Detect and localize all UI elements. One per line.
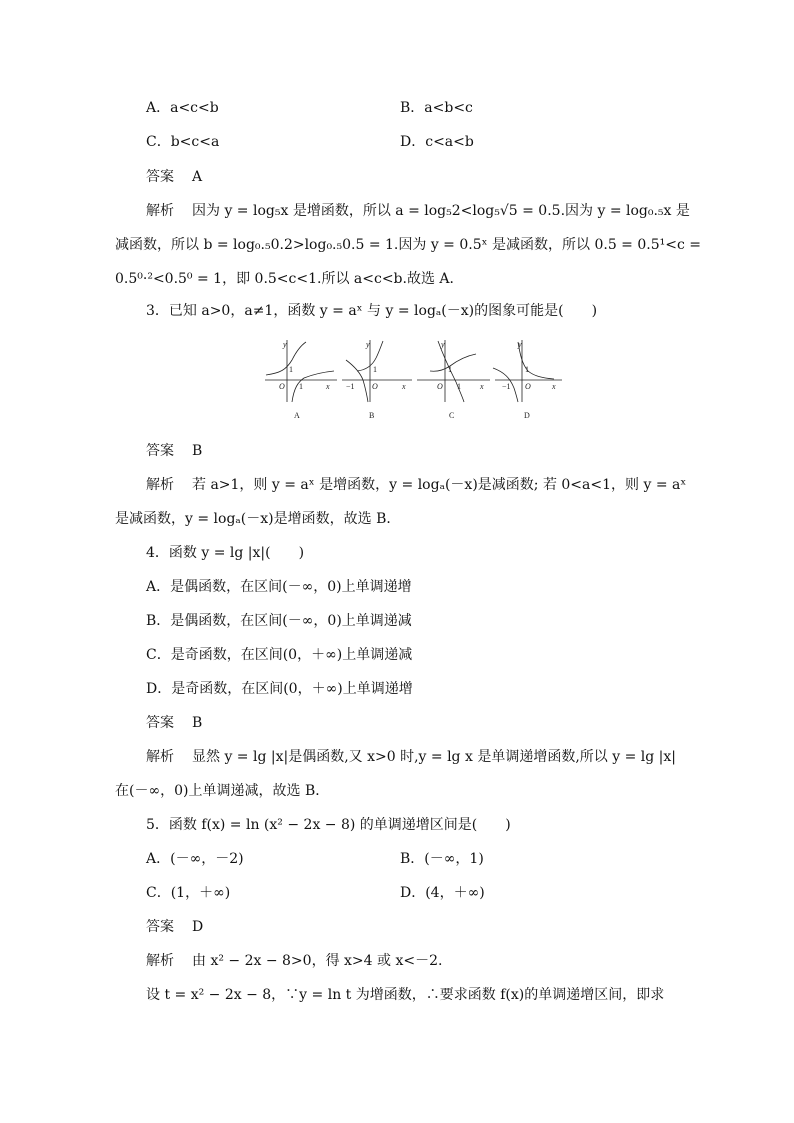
graph-a-caption: A	[294, 411, 300, 420]
q2-option-a: A．a<c<b	[146, 100, 219, 116]
analysis-text: 因为 y = log₅x 是增函数，所以 a = log₅2<log₅√5 = 0.5.因为 y = log₀.₅x 是	[192, 203, 690, 219]
q5-stem: 5．函数 f(x) = ln (x² − 2x − 8) 的单调递增区间是( )	[146, 817, 511, 833]
graph-a	[265, 340, 337, 402]
graph-a-x-label: x	[326, 382, 330, 391]
answer-label: 答案	[146, 919, 174, 935]
answer-label: 答案	[146, 443, 174, 459]
q4-option-a: A．是偶函数，在区间(－∞，0)上单调递增	[146, 579, 412, 595]
graph-c-caption: C	[449, 411, 455, 420]
q3-answer	[146, 441, 202, 461]
q3-graphs-svg	[262, 338, 562, 422]
graph-b-x-label: x	[402, 382, 406, 391]
q4-stem: 4．函数 y = lg |x|( )	[146, 545, 305, 561]
graph-a-y-label: y	[283, 340, 287, 349]
q5-answer	[146, 917, 203, 937]
graph-b-one-y: 1	[373, 365, 377, 374]
graph-c-y-label: y	[441, 340, 445, 349]
q4-option-d: D．是奇函数，在区间(0，＋∞)上单调递增	[146, 681, 413, 697]
q4-analysis-line-2: 在(－∞，0)上单调递减，故选 B．	[115, 783, 330, 799]
q4-answer	[146, 713, 202, 733]
q2-option-d: D．c<a<b	[400, 134, 474, 150]
q3-graph-options	[262, 338, 562, 422]
graph-a-one-y: 1	[289, 365, 293, 374]
graph-c-origin: O	[437, 382, 443, 391]
graph-b	[342, 340, 412, 402]
q5-option-c: C．(1，＋∞)	[146, 885, 231, 901]
q4-option-b: B．是偶函数，在区间(－∞，0)上单调递减	[146, 613, 412, 629]
q3-analysis-line-2: 是减函数，y = logₐ(－x)是增函数，故选 B．	[115, 511, 401, 527]
graph-d-one-y: 1	[525, 365, 529, 374]
q3-stem: 3．已知 a>0，a≠1，函数 y = aˣ 与 y = logₐ(－x)的图象可能是( )	[146, 303, 598, 319]
q2-analysis-line-3: 0.5⁰·²<0.5⁰ = 1，即 0.5<c<1.所以 a<c<b.故选 A．	[115, 271, 464, 287]
graph-a-one-x: 1	[299, 382, 303, 391]
graph-d-origin: O	[525, 382, 531, 391]
graph-b-minus-one: −1	[346, 382, 355, 391]
analysis-label: 解析	[146, 749, 174, 765]
analysis-text: 显然 y = lg |x|是偶函数,又 x>0 时,y = lg x 是单调递增函数,所以 y = lg |x|	[192, 749, 676, 765]
answer-label: 答案	[146, 169, 174, 185]
answer-value: B	[192, 443, 203, 459]
q5-option-b: B．(－∞，1)	[400, 851, 484, 867]
graph-d-caption: D	[524, 411, 530, 420]
q2-analysis-line-1	[146, 201, 690, 221]
q5-analysis-line-1	[146, 951, 442, 971]
graph-b-y-label: y	[366, 340, 370, 349]
q5-option-a: A．(－∞，－2)	[146, 851, 244, 867]
analysis-text: 由 x² − 2x − 8>0，得 x>4 或 x<－2.	[192, 953, 443, 969]
q5-option-d: D．(4，＋∞)	[400, 885, 485, 901]
answer-label: 答案	[146, 715, 174, 731]
q2-answer	[146, 167, 202, 187]
analysis-label: 解析	[146, 203, 174, 219]
graph-c-x-label: x	[480, 382, 484, 391]
analysis-label: 解析	[146, 953, 174, 969]
answer-value: A	[192, 169, 203, 185]
graph-d-minus-one: −1	[502, 382, 511, 391]
analysis-text: 若 a>1，则 y = aˣ 是增函数，y = logₐ(－x)是减函数; 若 0<a<1，则 y = aˣ	[192, 477, 687, 493]
graph-d-y-label: y	[518, 340, 522, 349]
graph-d-x-label: x	[552, 382, 556, 391]
graph-c-one-y: 1	[448, 365, 452, 374]
answer-value: B	[192, 715, 203, 731]
graph-b-origin: O	[372, 382, 378, 391]
q5-analysis-line-2: 设 t = x² − 2x − 8，∵y = ln t 为增函数，∴要求函数 f(x)的单调递增区间，即求	[146, 987, 665, 1003]
q2-option-c: C．b<c<a	[146, 134, 220, 150]
graph-c-one-x: 1	[457, 382, 461, 391]
answer-value: D	[192, 919, 204, 935]
graph-a-origin: O	[279, 382, 285, 391]
q4-analysis-line-1	[146, 747, 676, 767]
graph-c	[417, 340, 490, 402]
graph-b-caption: B	[369, 411, 375, 420]
analysis-label: 解析	[146, 477, 174, 493]
q2-analysis-line-2: 减函数，所以 b = log₀.₅0.2>log₀.₅0.5 = 1.因为 y = 0.5ˣ 是减函数，所以 0.5 = 0.5¹<c =	[115, 237, 701, 253]
q4-option-c: C．是奇函数，在区间(0，＋∞)上单调递减	[146, 647, 413, 663]
q3-analysis-line-1	[146, 475, 686, 495]
q2-option-b: B．a<b<c	[400, 100, 473, 116]
